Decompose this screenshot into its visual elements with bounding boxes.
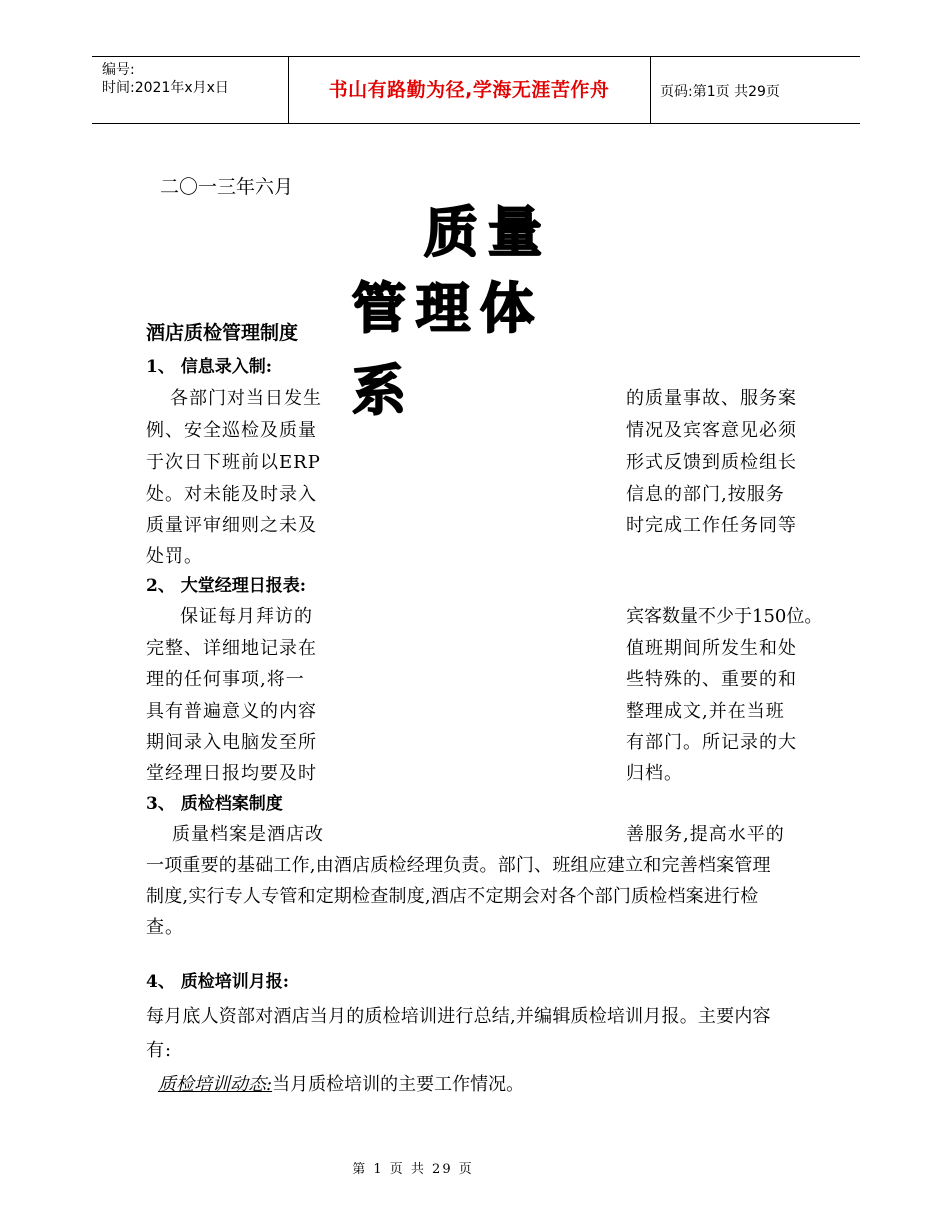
- text-line: 理的任何事项,将一: [146, 669, 305, 690]
- item-label: 质检培训动态:: [158, 1074, 273, 1095]
- item-text: 当月质检培训的主要工作情况。: [272, 1074, 525, 1095]
- text-line: 查。: [146, 917, 184, 938]
- text-line: 堂经理日报均要及时: [146, 763, 317, 784]
- header-divider: [288, 57, 289, 123]
- text-line: 些特殊的、重要的和: [626, 669, 797, 690]
- big-title-line-1: 质量: [424, 201, 552, 264]
- text-line: 时完成工作任务同等: [626, 515, 797, 536]
- section-heading: 2、 大堂经理日报表:: [146, 576, 307, 596]
- document-date: 二〇一三年六月: [160, 176, 294, 198]
- text-line: 完整、详细地记录在: [146, 638, 317, 659]
- text-line: 形式反馈到质检组长: [626, 452, 797, 473]
- text-line: 有:: [146, 1040, 173, 1061]
- text-line: 一项重要的基础工作,由酒店质检经理负责。部门、班组应建立和完善档案管理: [146, 855, 771, 876]
- section-heading: 4、 质检培训月报:: [146, 972, 290, 992]
- doc-title: 酒店质检管理制度: [146, 322, 299, 344]
- page-header: [92, 56, 860, 124]
- header-divider: [650, 57, 651, 123]
- text-line: 于次日下班前以ERP: [146, 452, 321, 473]
- header-time: 时间:2021年x月x日: [102, 80, 229, 96]
- text-line: 的质量事故、服务案: [626, 388, 797, 409]
- text-line: 整理成文,并在当班: [626, 701, 785, 722]
- list-item: [158, 1070, 524, 1096]
- big-title-line-2: 管理体: [352, 277, 544, 340]
- text-line: 质量评审细则之未及: [146, 515, 317, 536]
- text-line: 信息的部门,按服务: [626, 484, 785, 505]
- text-line: 质量档案是酒店改: [172, 824, 324, 845]
- text-line: 具有普遍意义的内容: [146, 701, 317, 722]
- text-line: 归档。: [626, 763, 683, 784]
- section-heading: 3、 质检档案制度: [146, 794, 283, 814]
- text-line: 宾客数量不少于150位。: [626, 606, 823, 627]
- header-number: 编号:: [102, 62, 135, 78]
- text-line: 各部门对当日发生: [170, 388, 322, 409]
- text-line: 值班期间所发生和处: [626, 638, 797, 659]
- header-meta: [102, 61, 229, 97]
- text-line: 制度,实行专人专管和定期检查制度,酒店不定期会对各个部门质检档案进行检: [146, 886, 759, 907]
- page-footer: 第 1 页 共 29 页: [352, 1162, 474, 1177]
- text-line: 期间录入电脑发至所: [146, 732, 317, 753]
- text-line: 情况及宾客意见必须: [626, 420, 797, 441]
- header-page-info: 页码:第1页 共29页: [660, 84, 780, 100]
- header-motto: 书山有路勤为径,学海无涯苦作舟: [328, 79, 610, 101]
- text-line: 处罚。: [146, 546, 203, 567]
- text-line: 有部门。所记录的大: [626, 732, 797, 753]
- text-line: 每月底人资部对酒店当月的质检培训进行总结,并编辑质检培训月报。主要内容: [146, 1006, 771, 1027]
- section-heading: 1、 信息录入制:: [146, 357, 273, 377]
- text-line: 处。对未能及时录入: [146, 484, 317, 505]
- text-line: 善服务,提高水平的: [626, 824, 785, 845]
- text-line: 例、安全巡检及质量: [146, 420, 317, 441]
- big-title-line-3: 系: [352, 359, 416, 422]
- text-line: 保证每月拜访的: [180, 606, 313, 627]
